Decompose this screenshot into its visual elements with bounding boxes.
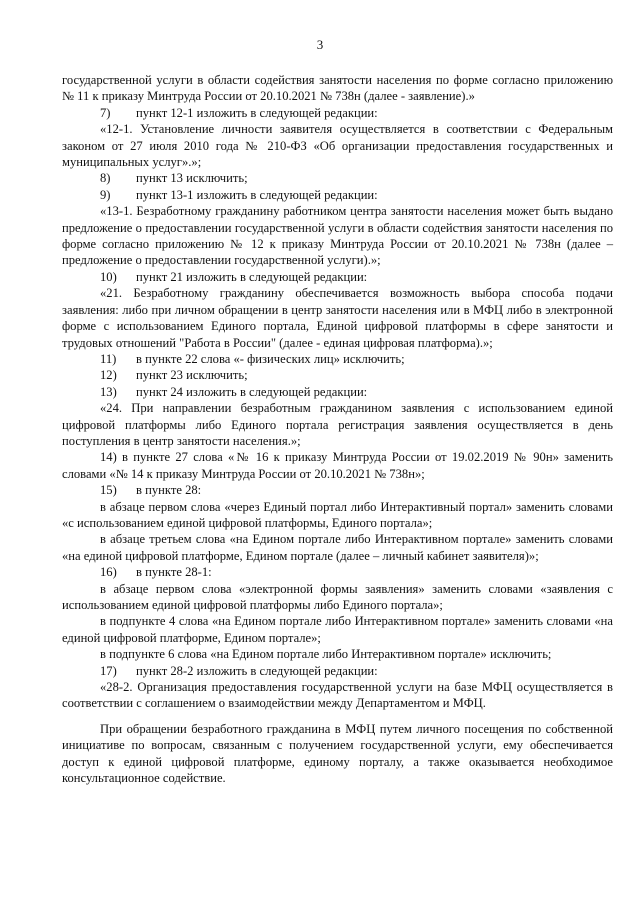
item-number: 11): [100, 351, 117, 366]
item-number: 12): [100, 368, 117, 383]
item-number: 10): [100, 269, 117, 284]
item-number: 8): [100, 171, 111, 186]
list-item: [62, 269, 613, 285]
paragraph: в подпункте 6 слова «на Едином портале либо Интерактивном портале» исключить;: [100, 647, 552, 662]
item-text: пункт 13-1 изложить в следующей редакции:: [136, 187, 378, 202]
item-text: пункт 13 исключить;: [136, 171, 248, 186]
item-number: 13): [100, 384, 117, 399]
item-text: в пункте 28:: [136, 483, 202, 498]
paragraph: «21. Безработному гражданину обеспечивается возможность выбора способа подачи заявления: либо при личном обращении в центр занятости населения или в МФЦ либо в электронной форме с использованием Единого портала, Единой цифровой платформы в сфере занятости и трудовых отношений "Работа в России" (далее - единая цифровая платформа).»;: [62, 286, 613, 350]
list-item: [62, 351, 613, 367]
list-item: [62, 105, 613, 121]
item-text: пункт 21 изложить в следующей редакции:: [136, 269, 368, 284]
item-text: пункт 12-1 изложить в следующей редакции:: [136, 105, 378, 120]
paragraph: «13-1. Безработному гражданину работником центра занятости населения может быть выдано предложение о предоставлении государственной услуги в области содействия занятости населения по форме согласно приложению № 12 к приказу Минтруда России от 20.10.2021 № 738н (далее – предложение о предоставлении государственной услуги).»;: [62, 204, 613, 268]
list-item: [62, 384, 613, 400]
item-text: пункт 23 исключить;: [136, 368, 248, 383]
list-item: [62, 367, 613, 383]
paragraph: «24. При направлении безработным гражданином заявления с использованием единой цифровой платформы либо Единого портала регистрация заявления осуществляется в день поступления в центр занятости населения.»;: [62, 401, 613, 448]
item-text: пункт 28-2 изложить в следующей редакции:: [136, 663, 378, 678]
list-item: [62, 663, 613, 679]
paragraph: государственной услуги в области содействия занятости населения по форме согласно приложению № 11 к приказу Минтруда России от 20.10.2021 № 738н (далее - заявление).»: [62, 73, 613, 104]
paragraph: 14) в пункте 27 слова «№ 16 к приказу Минтруда России от 19.02.2019 № 90н» заменить словами «№ 14 к приказу Минтруда России от 20.10.2021 № 738н»;: [62, 450, 613, 481]
item-number: 17): [100, 663, 117, 678]
list-item: [62, 564, 613, 580]
item-number: 16): [100, 565, 117, 580]
page-number: 3: [316, 37, 324, 52]
list-item: [62, 187, 613, 203]
paragraph: «28-2. Организация предоставления государственной услуги на базе МФЦ осуществляется в соответствии с соглашением о взаимодействии между Департаментом и МФЦ.: [62, 680, 613, 711]
paragraph: «12-1. Установление личности заявителя осуществляется в соответствии с Федеральным законом от 27 июля 2010 года № 210-ФЗ «Об организации предоставления государственных и муниципальных услуг».»;: [62, 122, 613, 170]
paragraph: При обращении безработного гражданина в МФЦ путем личного посещения по собственной инициативе по вопросам, связанным с получением государственной услуги, ему обеспечивается доступ к единой цифровой платформе, единому порталу, а также оказывается необходимое консультационное содействие.: [62, 721, 613, 786]
item-number: 15): [100, 483, 117, 498]
paragraph: в подпункте 4 слова «на Едином портале либо Интерактивном портале» заменить словами «на единой цифровой платформе, Едином портале»;: [62, 614, 613, 645]
item-number: 9): [100, 187, 111, 202]
paragraph-gap: [62, 712, 613, 721]
paragraph: в абзаце первом слова «электронной формы заявления» заменить словами «заявления с использованием единой цифровой платформы либо Единого портала»;: [62, 581, 613, 612]
item-text: пункт 24 изложить в следующей редакции:: [136, 384, 368, 399]
paragraph: в абзаце первом слова «через Единый портал либо Интерактивный портал» заменить словами «с использованием единой цифровой платформы, Единого портала»;: [62, 499, 613, 530]
item-text: в пункте 28-1:: [136, 565, 212, 580]
document-body: [62, 72, 613, 786]
list-item: [62, 482, 613, 498]
paragraph: в абзаце третьем слова «на Едином портале либо Интерактивном портале» заменить словами «на единой цифровой платформе, Едином портале (далее – личный кабинет заявителя)»;: [62, 532, 613, 563]
item-text: в пункте 22 слова «- физических лиц» исключить;: [136, 351, 405, 366]
list-item: [62, 170, 613, 186]
item-number: 7): [100, 105, 111, 120]
